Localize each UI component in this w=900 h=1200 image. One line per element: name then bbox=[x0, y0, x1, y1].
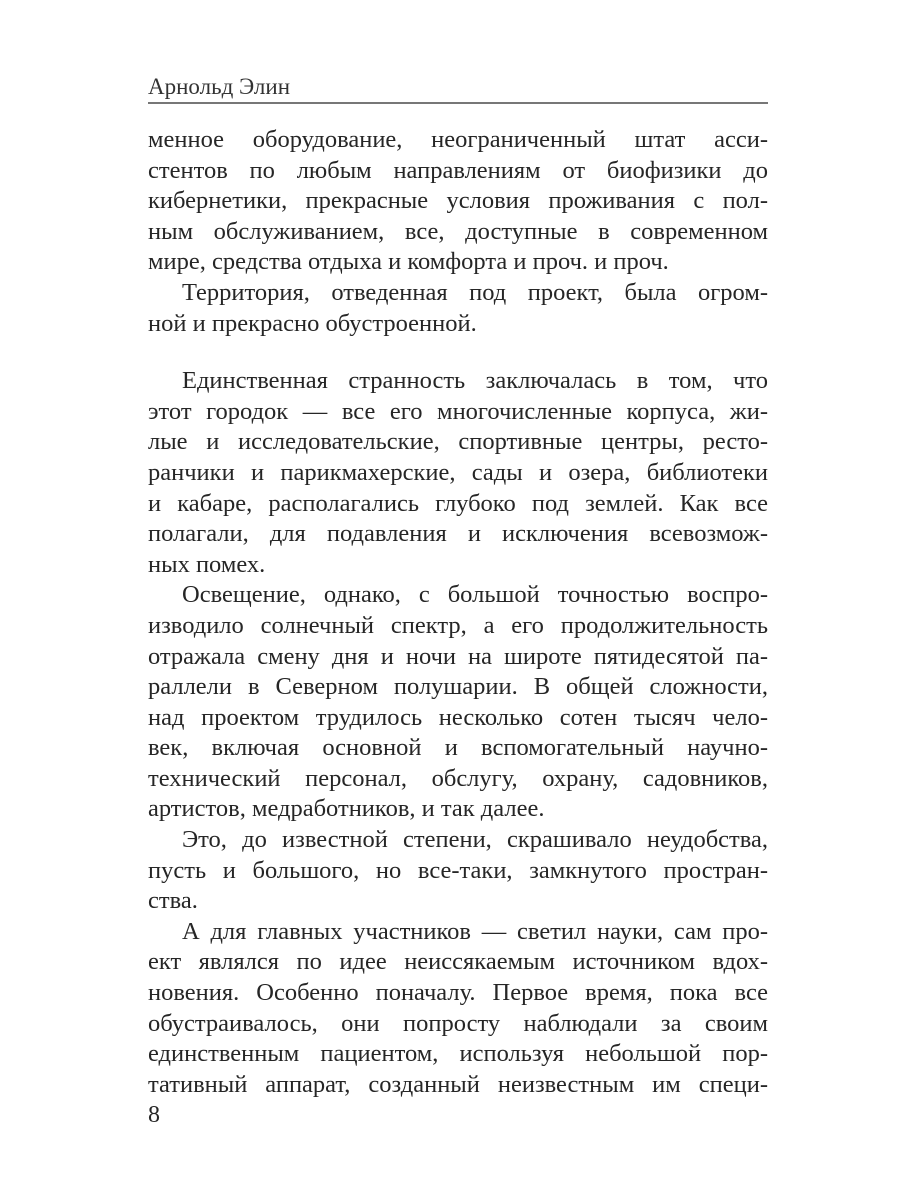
running-header bbox=[148, 72, 768, 104]
text-line: менное оборудование, неограниченный штат асси- bbox=[148, 126, 768, 153]
text-line: новения. Особенно поначалу. Первое время, пока все bbox=[148, 979, 768, 1007]
text-line: стентов по любым направлениям от биофизики до bbox=[148, 156, 768, 184]
author-name: Арнольд Элин bbox=[148, 74, 291, 99]
text-line: пусть и большого, но все-таки, замкнутого простран- bbox=[148, 856, 768, 884]
text-line: ства. bbox=[148, 887, 198, 915]
paragraph bbox=[148, 125, 768, 278]
text-line: ных помех. bbox=[148, 550, 266, 578]
text-line: над проектом трудилось несколько сотен тысяч чело- bbox=[148, 703, 768, 731]
text-line: ранчики и парикмахерские, сады и озера, библиотеки bbox=[148, 458, 768, 486]
text-line: обустраивалось, они попросту наблюдали за своим bbox=[148, 1009, 768, 1037]
text-line: артистов, медработников, и так далее. bbox=[148, 795, 545, 823]
text-line: ным обслуживанием, все, доступные в современном bbox=[148, 217, 768, 245]
text-line: изводило солнечный спектр, а его продолжительность bbox=[148, 611, 768, 639]
text-line: Единственная странность заключалась в том, что bbox=[182, 367, 768, 395]
text-line: этот городок — все его многочисленные корпуса, жи- bbox=[148, 397, 768, 425]
text-line: Освещение, однако, с большой точностью воспро- bbox=[182, 581, 768, 609]
text-line: единственным пациентом, используя небольшой пор- bbox=[148, 1040, 768, 1068]
text-line: отражала смену дня и ночи на широте пятидесятой па- bbox=[148, 642, 768, 670]
text-line: ной и прекрасно обустроенной. bbox=[148, 309, 477, 337]
paragraph bbox=[148, 278, 768, 339]
text-line: Территория, отведенная под проект, была огром- bbox=[182, 278, 768, 306]
text-line: Это, до известной степени, скрашивало неудобства, bbox=[182, 826, 768, 854]
page-body bbox=[148, 125, 768, 1100]
text-line: кибернетики, прекрасные условия проживания с пол- bbox=[148, 187, 768, 215]
text-line: ект являлся по идее неиссякаемым источником вдох- bbox=[148, 948, 768, 976]
text-line: А для главных участников — светил науки, сам про- bbox=[182, 917, 768, 945]
page-number: 8 bbox=[148, 1102, 160, 1128]
paragraph bbox=[148, 580, 768, 825]
section-break bbox=[148, 339, 768, 366]
text-line: лые и исследовательские, спортивные центры, ресто- bbox=[148, 428, 768, 456]
paragraph bbox=[148, 825, 768, 917]
paragraph bbox=[148, 366, 768, 580]
paragraph bbox=[148, 917, 768, 1101]
text-line: мире, средства отдыха и комфорта и проч. и проч. bbox=[148, 248, 669, 276]
text-line: и кабаре, располагались глубоко под землей. Как все bbox=[148, 489, 768, 517]
text-line: раллели в Северном полушарии. В общей сложности, bbox=[148, 673, 768, 701]
text-line: полагали, для подавления и исключения всевозмож- bbox=[148, 520, 768, 548]
text-line: технический персонал, обслугу, охрану, садовников, bbox=[148, 764, 768, 792]
text-line: тативный аппарат, созданный неизвестным им специ- bbox=[148, 1070, 768, 1098]
text-line: век, включая основной и вспомогательный научно- bbox=[148, 734, 768, 762]
